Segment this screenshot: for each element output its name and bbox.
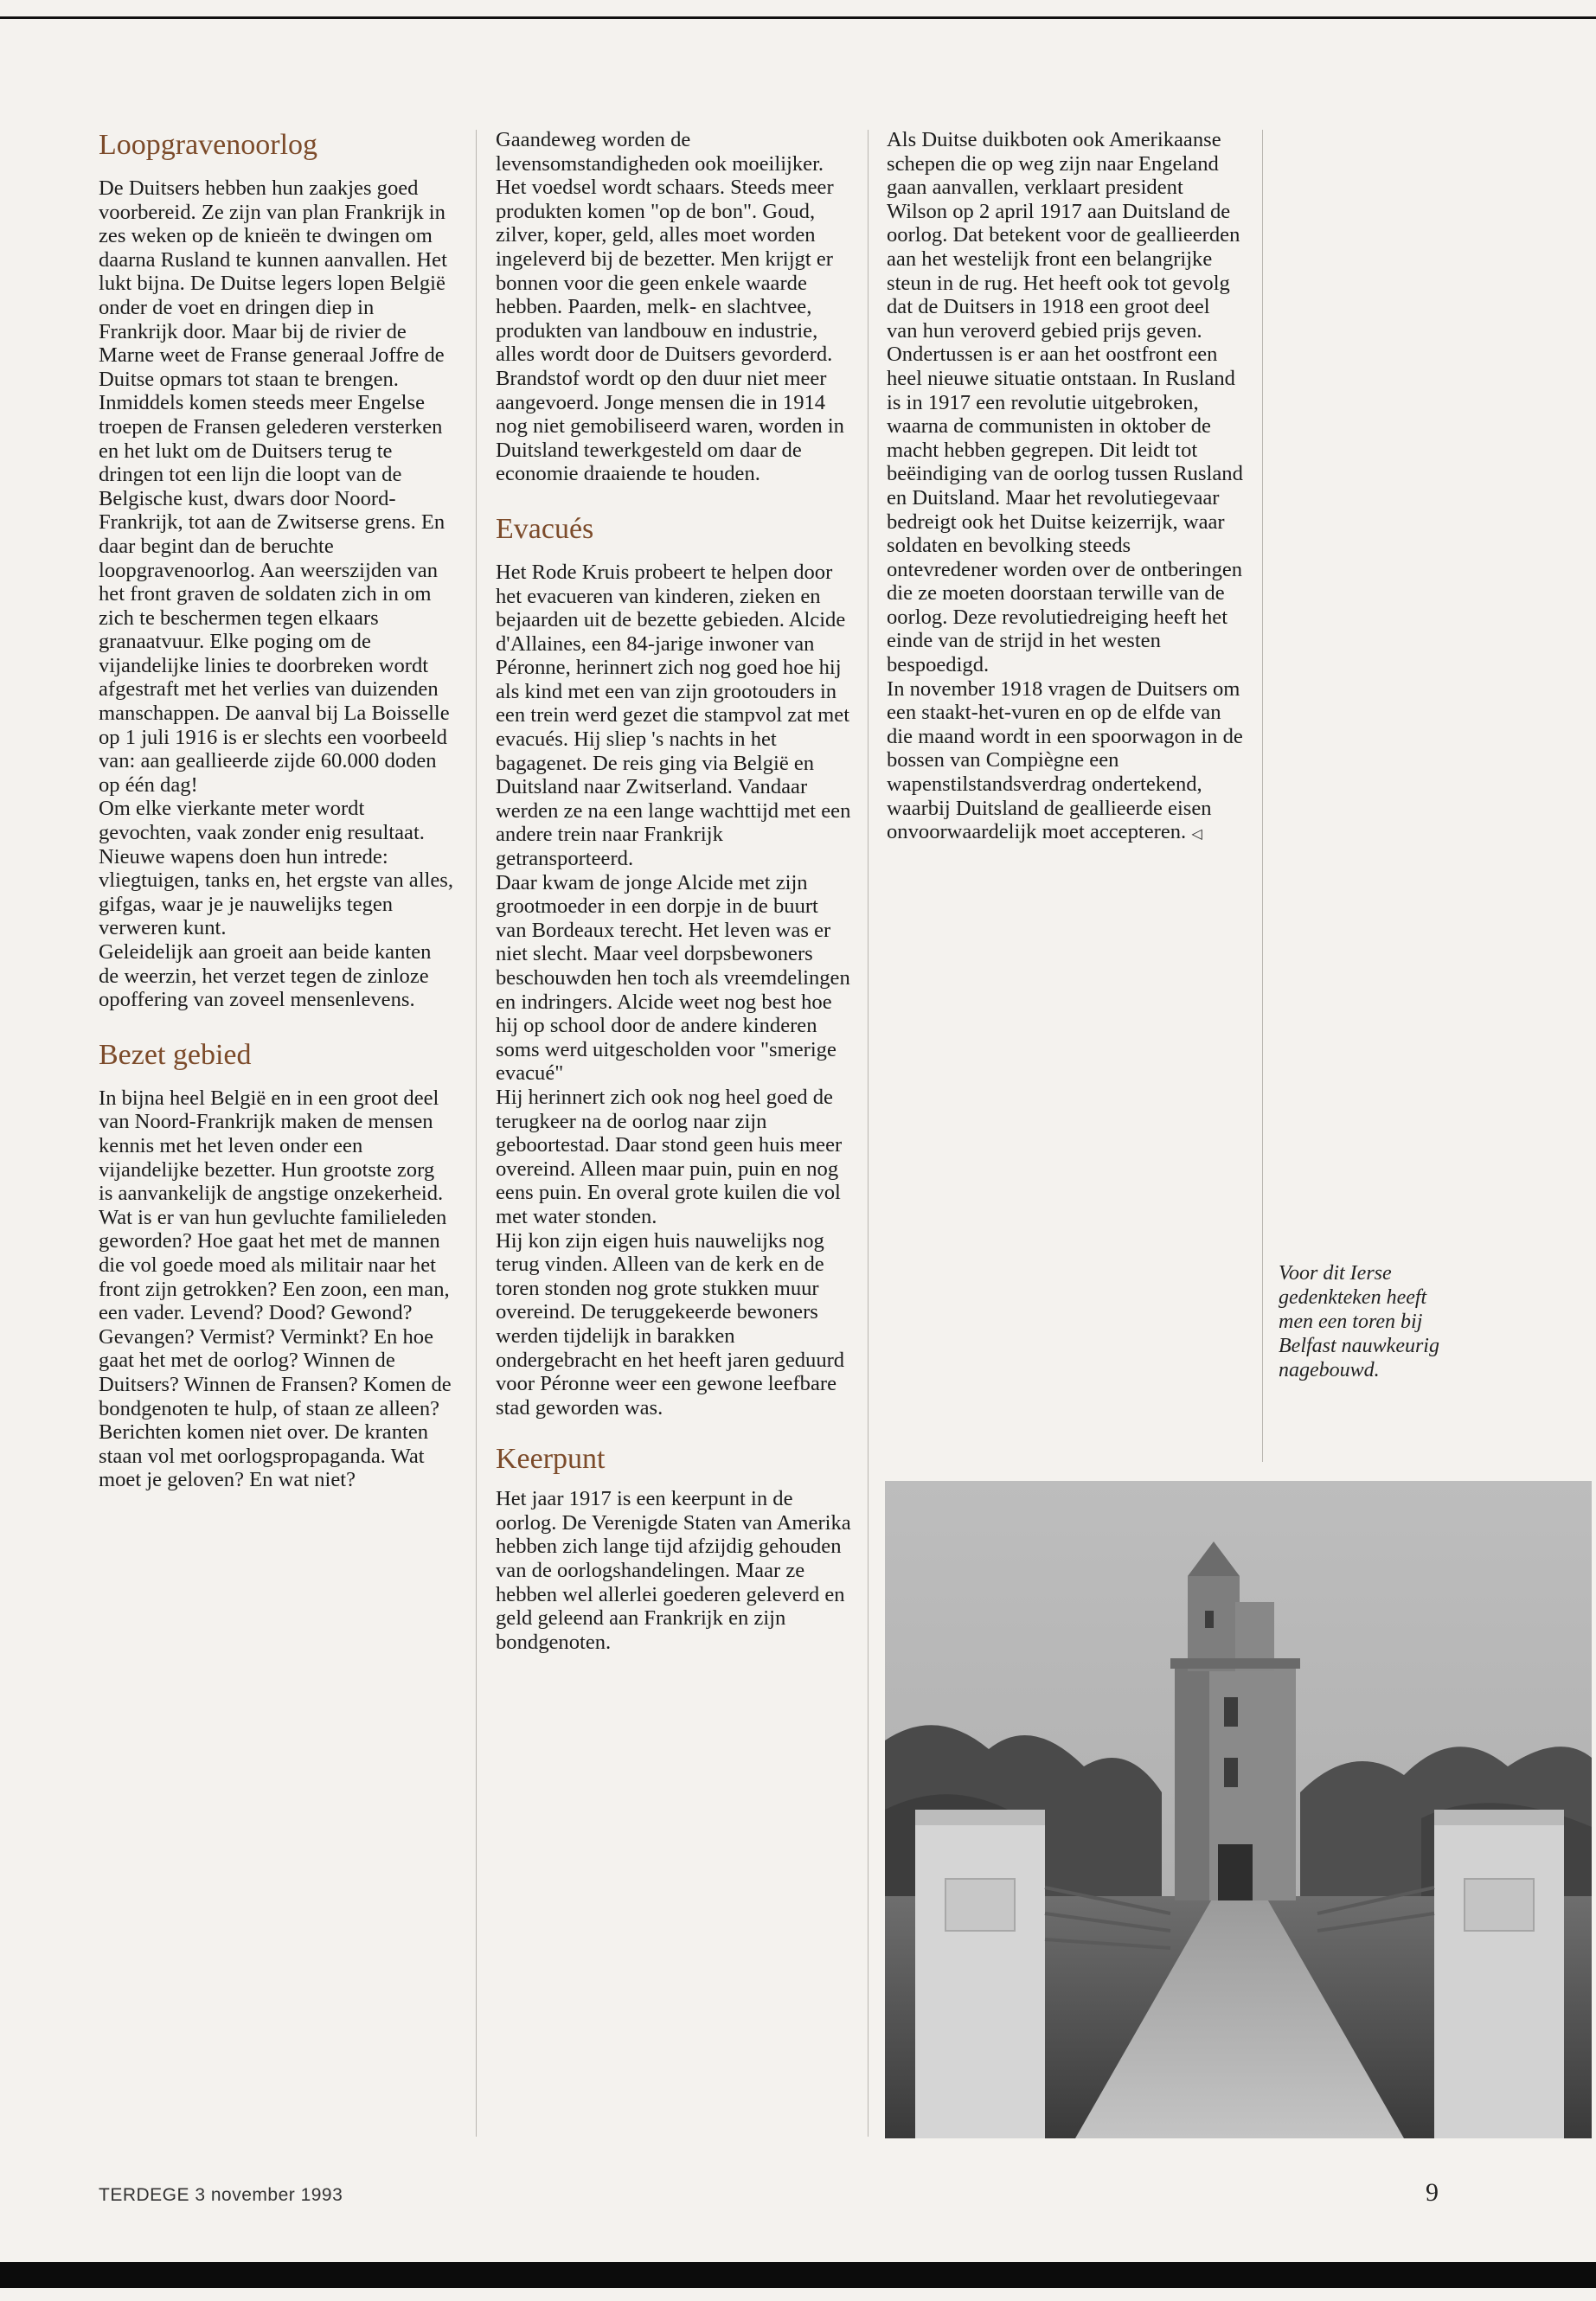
paragraph: Als Duitse duikboten ook Amerikaanse schepen die op weg zijn naar Engeland gaan aanvallen, verklaart president Wilson op 2 april 1917 aan Duitsland de oorlog. Dat betekent voor de geallieerden aan het westelijk front een belangrijke steun in de rug. Het heeft ook tot gevolg dat de Duitsers in 1918 een groot deel van hun veroverd gebied prijs geven. [887, 128, 1240, 343]
paragraph: Daar kwam de jonge Alcide met zijn grootmoeder in een dorpje in de buurt van Bordeaux terecht. Het leven was er niet slecht. Maar veel dorpsbewoners beschouwden hen toch als vreemdelingen en indringers. Alcide weet nog best hoe hij op school door de andere kinderen soms werd uitgescholden voor "smerige evacué" [496, 870, 850, 1086]
paragraph: Geleidelijk aan groeit aan beide kanten de weerzin, het verzet tegen de zinloze opoffering van zoveel mensenlevens. [99, 940, 432, 1012]
paragraph: Om elke vierkante meter wordt gevochten, vaak zonder enig resultaat. Nieuwe wapens doen hun intrede: vliegtuigen, tanks en, het ergste van alles, gifgas, waar je je nauwelijks tegen verweren kunt. [99, 797, 454, 940]
end-mark-icon: ◁ [1191, 827, 1202, 843]
top-rule [0, 16, 1596, 19]
column-divider [868, 130, 869, 2137]
column-1 [99, 128, 453, 1492]
heading-bezet-gebied: Bezet gebied [99, 1038, 252, 1071]
heading-evacues: Evacués [496, 512, 594, 545]
paragraph: Hij kon zijn eigen huis nauwelijks nog terug vinden. Alleen van de kerk en de toren stonden nog grote stukken muur overeind. De teruggekeerde bewoners werden tijdelijk in barakken ondergebracht en het heeft jaren geduurd voor Péronne weer een gewone leefbare stad geworden was. [496, 1228, 845, 1420]
paragraph: De Duitsers hebben hun zaakjes goed voorbereid. Ze zijn van plan Frankrijk in zes weken op de knieën te dwingen om daarna Rusland te kunnen aanvallen. Het lukt bijna. De Duitse legers lopen België onder de voet en dringen diep in Frankrijk door. Maar bij de rivier de Marne weet de Franse generaal Joffre de Duitse opmars tot staan te brengen. [99, 176, 447, 391]
paragraph: Het jaar 1917 is een keerpunt in de oorlog. De Verenigde Staten van Amerika hebben zich lange tijd afzijdig gehouden van de oorlogshandelingen. Maar ze hebben wel allerlei goederen geleverd en geld geleend aan Frankrijk en zijn bondgenoten. [496, 1487, 851, 1654]
paragraph: Gaandeweg worden de levensomstandigheden ook moeilijker. Het voedsel wordt schaars. Steeds meer produkten komen "op de bon". Goud, zilver, koper, geld, alles moet worden ingeleverd bij de bezetter. Men krijgt er bonnen voor die geen enkele waarde hebben. Paarden, melk- en slachtvee, produkten van landbouw en industrie, alles wordt door de Duitsers gevorderd. Brandstof wordt op den duur niet meer aangevoerd. Jonge mensen die in 1914 nog niet gemobiliseerd waren, worden in Duitsland tewerkgesteld om daar de economie draaiende te houden. [496, 128, 844, 486]
column-divider [1262, 130, 1263, 1462]
column-2 [496, 128, 852, 1654]
paragraph: In bijna heel België en in een groot deel van Noord-Frankrijk maken de mensen kennis met het leven onder een vijandelijke bezetter. Hun grootste zorg is aanvankelijk de angstige onzekerheid. Wat is er van hun gevluchte familieleden geworden? Hoe gaat het met de mannen die vol goede moed als militair naar het front zijn getrokken? Een zoon, een man, een vader. Levend? Dood? Gewond? Gevangen? Vermist? Verminkt? En hoe gaat het met de oorlog? Winnen de Duitsers? Winnen de Fransen? Komen de bondgenoten te hulp, of staan ze alleen? Berichten komen niet over. De kranten staan vol met oorlogspropaganda. Wat moet je geloven? En wat niet? [99, 1086, 452, 1492]
page-number: 9 [1426, 2178, 1439, 2207]
column-3 [887, 128, 1243, 847]
photo-caption: Voor dit Ierse gedenkteken heeft men een toren bij Belfast nauwkeurig nagebouwd. [1279, 1262, 1439, 1381]
bottom-rule [0, 2262, 1596, 2288]
paragraph: Hij herinnert zich ook nog heel goed de terugkeer na de oorlog naar zijn geboortestad. Daar stond geen huis meer overeind. Alleen maar puin, puin en nog eens puin. En overal grote kuilen die vol met water stonden. [496, 1085, 843, 1228]
paragraph-text: In november 1918 vragen de Duitsers om een staakt-het-vuren en op de elfde van die maand wordt in een spoorwagon in de bossen van Compiègne een wapenstilstandsverdrag ondertekend, waarbij Duitsland de geallieerde eisen onvoorwaardelijk moet accepteren. [887, 676, 1243, 844]
column-divider [476, 130, 477, 2137]
paragraph: Het Rode Kruis probeert te helpen door het evacueren van kinderen, zieken en bejaarden uit de bezette gebieden. Alcide d'Allaines, een 84-jarige inwoner van Péronne, herinnert zich nog goed hoe hij als kind met een van zijn grootouders in een trein werd gezet die stampvol zat met evacués. Hij sliep 's nachts in het bagagenet. De reis ging via België en Duitsland naar Zwitserland. Vandaar werden ze na een lange wachttijd met een andere trein naar Frankrijk getransporteerd. [496, 560, 851, 871]
tower-photo-illustration [885, 1481, 1592, 2138]
publication-footer: TERDEGE 3 november 1993 [99, 2185, 343, 2205]
paragraph: Ondertussen is er aan het oostfront een heel nieuwe situatie ontstaan. In Rusland is in 1917 een revolutie uitgebroken, waarna de communisten in oktober de macht hebben gegrepen. Dit leidt tot beëindiging van de oorlog tussen Rusland en Duitsland. Maar het revolutiegevaar bedreigt ook het Duitse keizerrijk, waar soldaten en bevolking steeds ontevredener worden over de ontberingen die ze moeten doorstaan terwille van de oorlog. Deze revolutiedreiging heeft het einde van de strijd in het westen bespoedigd. [887, 343, 1243, 677]
heading-loopgravenoorlog: Loopgravenoorlog [99, 129, 318, 161]
paragraph: Inmiddels komen steeds meer Engelse troepen de Fransen gelederen versterken en het lukt om de Duitsers terug te dringen tot een lijn die loopt van de Belgische kust, dwars door Noord-Frankrijk, tot aan de Zwitserse grens. En daar begint dan de beruchte loopgravenoorlog. Aan weerszijden van het front graven de soldaten zich in om zich te beschermen tegen elkaars granaatvuur. Elke poging om de vijandelijke linies te doorbreken wordt afgestraft met het verlies van duizenden manschappen. De aanval bij La Boisselle op 1 juli 1916 is er slechts een voorbeeld van: aan geallieerde zijde 60.000 doden op één dag! [99, 391, 450, 797]
paragraph [887, 677, 1243, 847]
heading-keerpunt: Keerpunt [496, 1443, 606, 1476]
memorial-tower-photo [885, 1481, 1592, 2138]
